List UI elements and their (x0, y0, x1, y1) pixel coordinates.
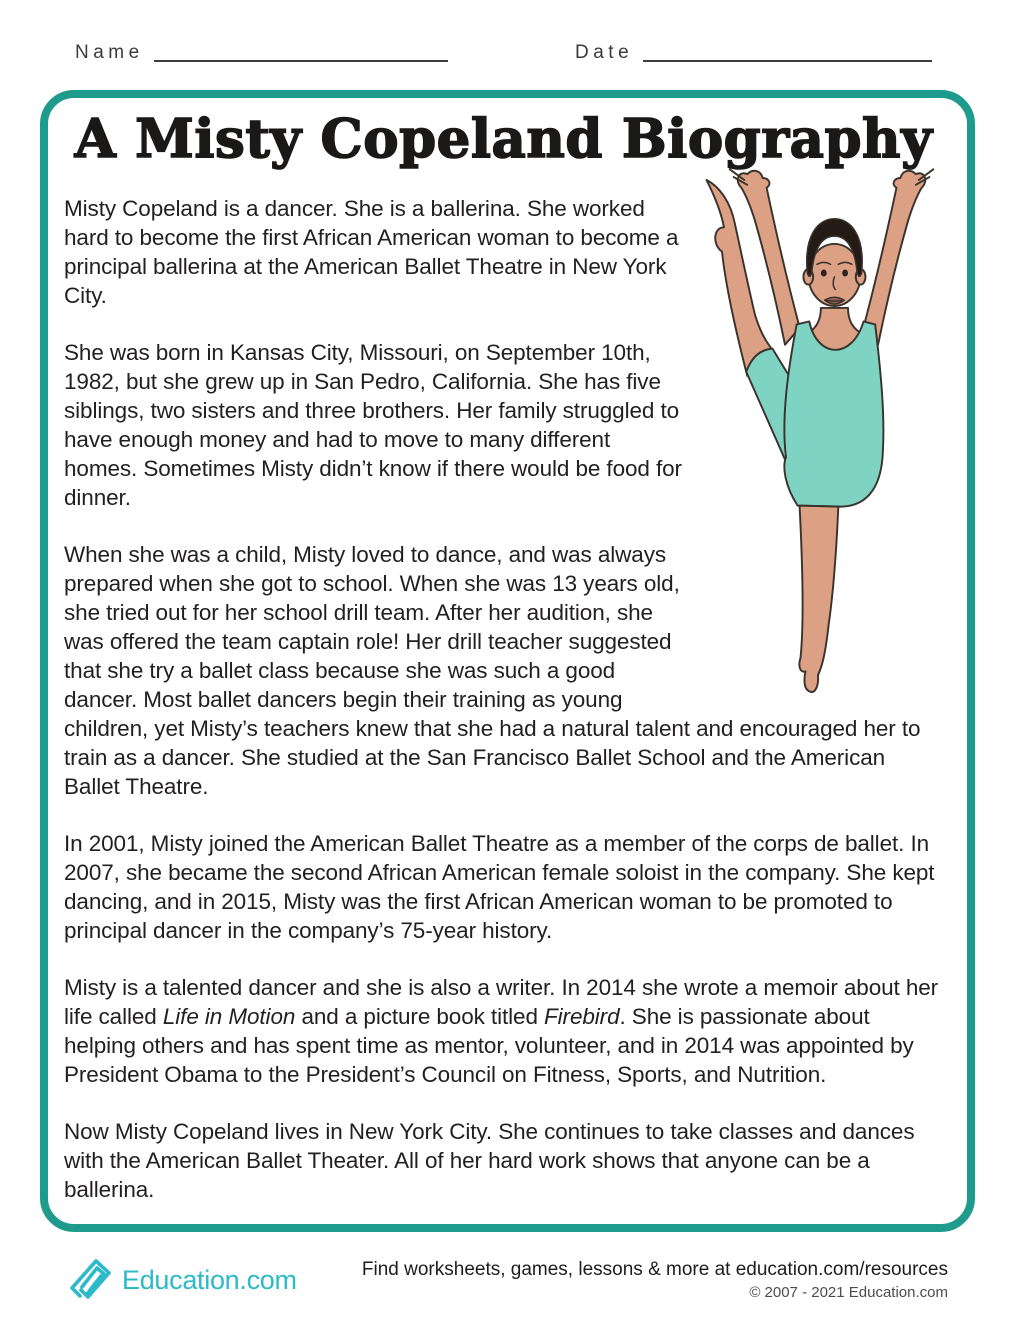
date-input-line[interactable] (643, 42, 932, 62)
paragraph-today: Now Misty Copeland lives in New York City. She continues to take classes and dances with the American Ballet Theater. All of her hard work shows that anyone can be a ballerina. (64, 1118, 915, 1202)
ballerina-illustration (691, 194, 943, 700)
name-date-row (75, 42, 932, 62)
education-logo[interactable] (68, 1255, 297, 1305)
date-field (575, 42, 932, 62)
content-frame (40, 90, 975, 1232)
name-field (75, 42, 448, 62)
footer-tagline: Find worksheets, games, lessons & more at education.com/resources (361, 1259, 948, 1280)
paragraph-writer: Misty is a talented dancer and she is also a writer. In 2014 she wrote a memoir about her life called Life in Motion and a picture book titled Firebird. She is passionate about helping others and has spent time as mentor, volunteer, and in 2014 was appointed by President Obama to the President’s Council on Fitness, Sports, and Nutrition. (64, 974, 939, 1087)
paragraph-drill-team: When she was a child, Misty loved to dance, and was always prepared when she got to school. When she was 13 years old, she tried out for her school drill team. After her audition, she was offered the team captain role! Her drill teacher suggested that she try a ballet class because she was such a good dancer. Most ballet dancers begin their training as young children, yet Misty’s teachers knew that she had a natural talent and encouraged her to train as a dancer. She studied at the San Francisco Ballet School and the American Ballet Theatre. (64, 541, 921, 799)
footer-text (362, 1259, 948, 1301)
education-logo-text: Education.com (122, 1264, 297, 1295)
date-label: Date (575, 42, 634, 63)
paragraph-career: In 2001, Misty joined the American Ballet Theatre as a member of the corps de ballet. In 2007, she became the second African American female soloist in the company. She kept dancing, and in 2015, Misty was the first African American woman to be promoted to principal dancer in the company’s 75-year history. (64, 830, 935, 943)
right-arm (864, 170, 926, 344)
name-input-line[interactable] (154, 42, 448, 62)
name-label: Name (75, 42, 144, 63)
footer (68, 1244, 948, 1316)
page-title: A Misty Copeland Biography (74, 108, 933, 170)
leotard (784, 321, 883, 506)
pencil-paperclip-icon (68, 1255, 114, 1305)
ballerina-drawing (691, 158, 943, 704)
footer-copyright: © 2007 - 2021 Education.com (749, 1284, 948, 1301)
paragraph-intro: Misty Copeland is a dancer. She is a ballerina. She worked hard to become the first African American woman to become a principal ballerina at the American Ballet Theatre in New York City. (64, 195, 679, 308)
paragraph-childhood: She was born in Kansas City, Missouri, on September 10th, 1982, but she grew up in San Pedro, California. She has five siblings, two sisters and three brothers. Her family struggled to have enough money and had to move to many different homes. Sometimes Misty didn’t know if there would be food for dinner. (64, 339, 682, 510)
standing-leg (799, 505, 838, 691)
